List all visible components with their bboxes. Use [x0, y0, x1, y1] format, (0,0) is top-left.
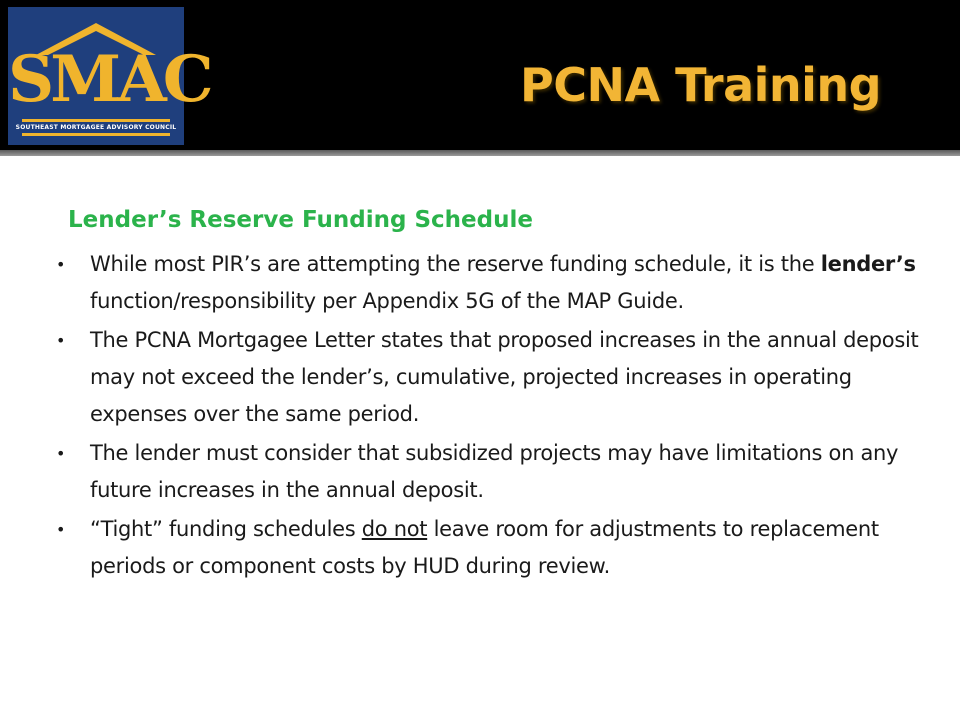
slide-title: PCNA Training [520, 58, 882, 112]
bullet-underline-text: do not [361, 517, 428, 541]
bullet-icon: • [56, 255, 66, 274]
bullet-bold-text: lender’s [820, 252, 916, 276]
bullet-list [56, 246, 946, 587]
bullet-item [56, 435, 946, 509]
bullet-icon: • [56, 444, 66, 463]
header-divider [0, 150, 960, 156]
bullet-item [56, 322, 946, 433]
logo-subtitle: SOUTHEAST MORTGAGEE ADVISORY COUNCIL [15, 124, 177, 131]
bullet-icon: • [56, 520, 66, 539]
header-bar [0, 0, 960, 150]
bullet-item [56, 511, 946, 585]
bullet-text: leave room for adjustments to replacement periods or component costs by HUD during review. [90, 517, 879, 578]
bullet-item [56, 246, 946, 320]
bullet-text: function/responsibility per Appendix 5G of the MAP Guide. [90, 289, 684, 313]
bullet-text: The PCNA Mortgagee Letter states that proposed increases in the annual deposit may not exceed the lender’s, cumulative, projected increases in operating expenses over the same period. [90, 328, 919, 426]
bullet-icon: • [56, 331, 66, 350]
bullet-text: The lender must consider that subsidized projects may have limitations on any future increases in the annual deposit. [90, 441, 899, 502]
smac-logo [8, 7, 210, 145]
bullet-text: “Tight” funding schedules [90, 517, 362, 541]
bullet-text: While most PIR’s are attempting the reserve funding schedule, it is the [90, 252, 821, 276]
slide-subtitle: Lender’s Reserve Funding Schedule [68, 207, 533, 233]
logo-text: SMAC [8, 42, 210, 117]
